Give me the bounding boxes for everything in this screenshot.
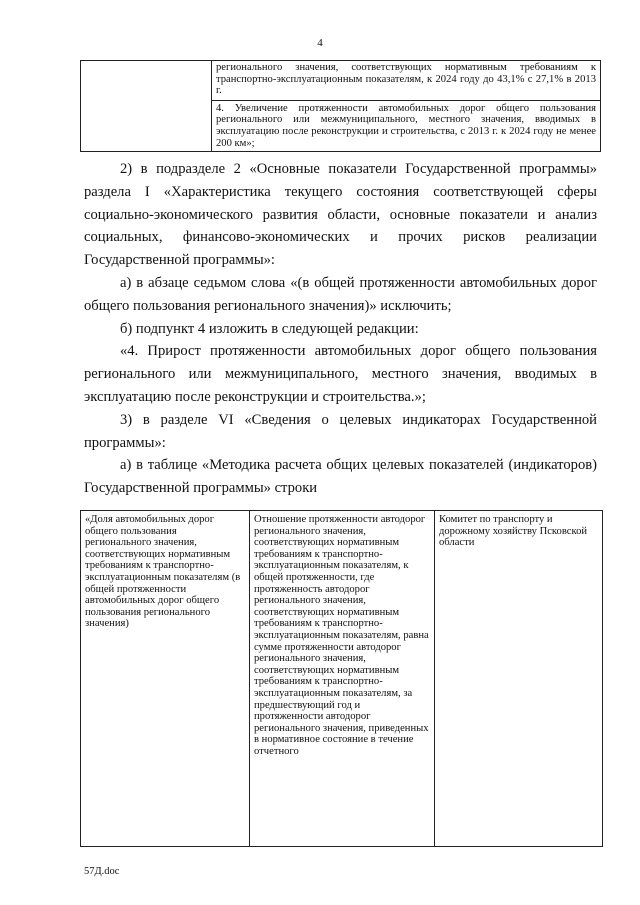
paragraph-item-3a: а) в таблице «Методика расчета общих целевых показателей (индикаторов) Государственной программы» строки [84,457,597,497]
indicator-4: 4. Увеличение протяженности автомобильных дорог общего пользования регионального или межмуниципального, местного значения, вводимых в эксплуатацию после реконструкции и строительства, с 2013 г. к 2024 году не менее 200 км»; [212,100,600,149]
page-number: 4 [317,37,323,49]
paragraph-item-3: 3) в разделе VI «Сведения о целевых индикаторах Государственной программы»: [84,411,597,451]
indicator-name-cell: «Доля автомобильных дорог общего пользования регионального значения, соответствующих нормативным требованиям к транспортно-эксплуатационным показателям (в общей протяженности автомобильных дорог общего пользования регионального значения) [81,511,250,847]
indicator-3-continuation: регионального значения, соответствующих нормативным требованиям к транспортно-эксплуатационным показателям, к 2024 году до 43,1% с 27,1% в 2013 г. [216,62,596,97]
paragraph-item-2: 2) в подразделе 2 «Основные показатели Государственной программы» раздела I «Характеристика текущего состояния соответствующей сферы социально-экономического развития области, основные показатели и анализ социальных, финансово-экономических и прочих рисков реализации Государственной программы»: [84,161,597,269]
table-cell-indicators [212,61,601,152]
file-name-footer: 57Д.doc [84,866,120,877]
paragraph-quote-4: «4. Прирост протяженности автомобильных дорог общего пользования регионального или межмуниципального, местного значения, вводимых в эксплуатацию после реконструкции и строительства.»; [84,343,597,405]
methodology-table [80,510,603,847]
document-body [84,158,597,500]
responsible-body-cell: Комитет по транспорту и дорожному хозяйству Псковской области [435,511,603,847]
paragraph-item-2a: а) в абзаце седьмом слова «(в общей протяженности автомобильных дорог общего пользования регионального значения)» исключить; [84,274,597,314]
paragraph-item-2b: б) подпункт 4 изложить в следующей редакции: [120,320,419,337]
table-cell-empty [81,61,212,152]
indicators-table-continuation [80,60,601,152]
table-row [81,61,601,152]
table-row [81,511,603,847]
calculation-method-cell: Отношение протяженности автодорог регионального значения, соответствующих нормативным требованиям к транспортно-эксплуатационным показателям, к общей протяженности, где протяженность автодорог регионального значения, соответствующих нормативным требованиям к транспортно-эксплуатационным показателям, равна сумме протяженности автодорог регионального значения, соответствующих нормативным требованиям к транспортно-эксплуатационным показателям, за предшествующий год и протяженности автодорог регионального значения, приведенных в нормативное состояние в течение отчетного [250,511,435,847]
